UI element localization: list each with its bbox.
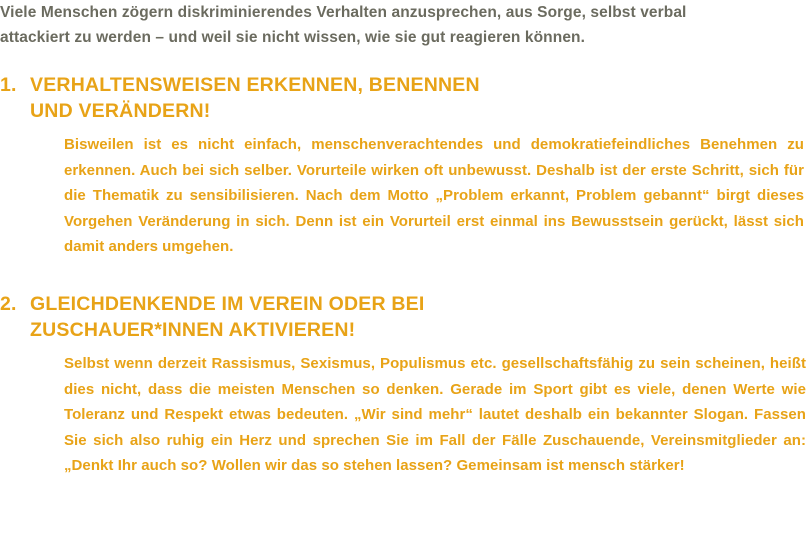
section-1-heading	[0, 72, 808, 124]
section-2-heading-line-1: GLEICHDENKENDE IM VEREIN ODER BEI	[30, 293, 425, 315]
intro-line-1: Viele Menschen zögern diskriminierendes Verhalten anzusprechen, aus Sorge, selbst verbal	[0, 4, 687, 21]
section-2-heading-line-2: ZUSCHAUER*INNEN AKTIVIEREN!	[30, 319, 356, 341]
section-1-heading-text	[30, 72, 730, 124]
section-1-body: Bisweilen ist es nicht einfach, menschenverachtendes und demokratiefeindliches Benehmen zu erkennen. Auch bei sich selber. Vorurteile wirken oft unbewusst. Deshalb ist der erste Schritt, sich für die Thematik zu sensibilisieren. Nach dem Motto „Problem erkannt, Problem gebannt“ birgt dieses Vorgehen Veränderung in sich. Denn ist ein Vorurteil erst einmal ins Bewusstsein gerückt, lässt sich damit anders umgehen.	[64, 136, 804, 255]
section-2	[0, 291, 808, 479]
section-2-body: Selbst wenn derzeit Rassismus, Sexismus, Populismus etc. gesellschaftsfähig zu sein scheinen, heißt dies nicht, dass die meisten Menschen so denken. Gerade im Sport gibt es viele, denen Werte wie Toleranz und Respekt etwas bedeuten. „Wir sind mehr“ lautet deshalb ein bekannter Slogan. Fassen Sie sich also ruhig ein Herz und sprechen Sie im Fall der Fälle Zuschauende, Vereinsmitglieder an: „Denkt Ihr auch so? Wollen wir das so stehen lassen? Gemeinsam ist mensch stärker!	[64, 355, 806, 474]
section-1-number: 1.	[0, 74, 17, 96]
section-2-number: 2.	[0, 293, 17, 315]
intro-line-2: attackiert zu werden – und weil sie nicht wissen, wie sie gut reagieren können.	[0, 29, 586, 46]
intro-paragraph	[0, 0, 790, 50]
section-1-heading-line-2: UND VERÄNDERN!	[30, 100, 211, 122]
section-1	[0, 72, 808, 260]
section-2-heading-text	[30, 291, 730, 343]
section-2-heading	[0, 291, 808, 343]
section-1-heading-line-1: VERHALTENSWEISEN ERKENNEN, BENENNEN	[30, 74, 480, 96]
